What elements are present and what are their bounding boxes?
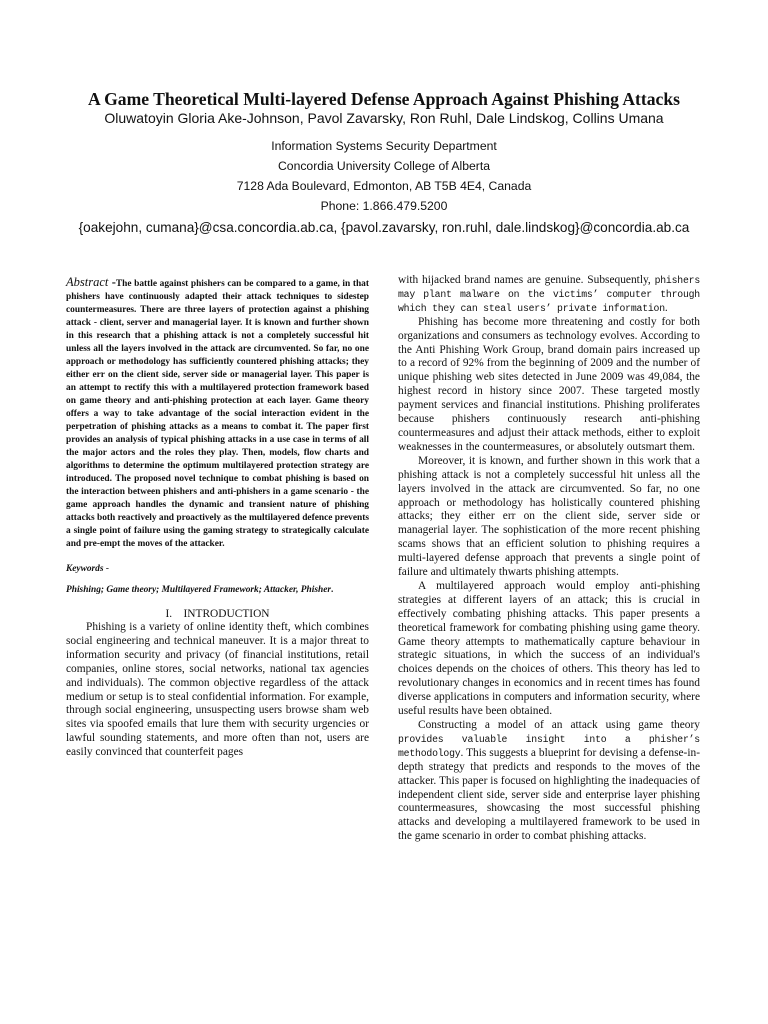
- intro-p1-cont-typewriter: phishers may plant malware on the victims’ computer through which they can steal users’ private information: [398, 275, 700, 314]
- intro-paragraph-5: [398, 719, 700, 844]
- keywords-heading: Keywords -: [66, 564, 109, 574]
- right-column: [398, 274, 700, 844]
- affiliation-department: Information Systems Security Department: [271, 139, 497, 153]
- section-heading-introduction: I. INTRODUCTION: [165, 608, 270, 620]
- intro-p1-cont-period: .: [664, 301, 668, 314]
- affiliation-address: 7128 Ada Boulevard, Edmonton, AB T5B 4E4, Canada: [236, 179, 532, 193]
- intro-p1-cont-text: with hijacked brand names are genuine. Subsequently,: [398, 274, 655, 286]
- abstract-dash: -: [108, 275, 116, 289]
- intro-p5-text-c: . This suggests a blueprint for devising a defense-in-depth strategy that predicts and responds to the moves of the attacker. This paper is focused on highlighting the inadequacies of independent client side, server side and enterprise layer phishing countermeasures, showcasing the most successful phishing attacks and developing a multilayered framework to be used in the game scenario in order to combat phishing attacks.: [398, 746, 700, 843]
- abstract: [66, 276, 369, 551]
- intro-p5-typewriter: provides valuable insight into a phisher’s methodology: [398, 733, 700, 759]
- affiliation-institution: Concordia University College of Alberta: [277, 159, 491, 173]
- intro-paragraph-4: A multilayered approach would employ anti-phishing strategies at different layers of an attack; this is crucial in effectively combating phishing attacks. This paper presents a theoretical framework for combating phishing using game theory. Game theory attempts to mathematically capture behaviour in strategic situations, in which the success of an individual's choices depends on the choices of others. This theory has led to revolutionary changes in economics and in recent times has found diverse applications in computers and information security, where useful results have been obtained.: [398, 579, 700, 718]
- intro-paragraph-1-continued: [398, 274, 700, 316]
- intro-paragraph-3: Moreover, it is known, and further shown in this work that a phishing attack is not a completely successful hit unless all the layers involved in the attack are circumvented. So far, no one approach or methodology has holistically countered phishing attacks; they either err on the client side, server side or managerial layer. The sophistication of the more recent phishing scams shows that an efficient solution to phishing requires a multi-layered defense approach that prevents a single point of failure and ultimately thwarts phishing attempts.: [398, 454, 700, 579]
- keywords: [66, 584, 369, 597]
- affiliation-phone: Phone: 1.866.479.5200: [320, 199, 448, 213]
- abstract-label: Abstract: [66, 275, 109, 289]
- abstract-text: The battle against phishers can be compared to a game, in that phishers have continuously adapted their attack techniques to sidestep countermeasures. There are three layers of protection against a phishing attack - client, server and managerial layer. It is known and further shown in this research that a phishing attack is not a completely successful hit unless all the layers involved in the attack are circumvented. So far, no one approach or methodology has sufficiently countered phishing attacks; they either err on the client side, server side or managerial layer. This paper is an attempt to rectify this with a multilayered protection framework based on game theory and anti-phishing protection at each layer. Game theory offers a way to take advantage of the social interaction evident in the perpetration of phishing attacks as a means to combat it. The paper first provides an analysis of typical phishing attacks in a use case in terms of all the major actors and the roles they play. Then, models, flow charts and algorithms to determine the optimum multilayered protection strategy are introduced. The proposed novel technique to combat phishing is based on the interaction between phishers and anti-phishers in a game scenario - the game approach handles the dynamic and transient nature of phishing attacks both reactively and proactively as the multilayered defence prevents a single point of failure using the gaming strategy to strategically calculate and pre-empt the moves of the attacker.: [66, 279, 369, 549]
- intro-paragraph-2: Phishing has become more threatening and costly for both organizations and consumers as technology evolves. According to the Anti Phishing Work Group, brand domain pairs increased up to a record of 92% from the beginning of 2009 and the number of unique phishing web sites detected in June 2009 was 49,084, the highest record in history since 2007. These targeted mostly payment services and financial institutions. Phishing proliferates because phishers continuously research anti-phishing countermeasures and adjust their attack methods, either to exploit weaknesses in the countermeasures, or absolutely outsmart them.: [398, 315, 700, 453]
- paper-title: A Game Theoretical Multi-layered Defense Approach Against Phishing Attacks: [87, 89, 680, 109]
- intro-p5-text-a: Constructing a model of an attack using game theory: [418, 719, 700, 731]
- author-emails: {oakejohn, cumana}@csa.concordia.ab.ca, {pavol.zavarsky, ron.ruhl, dale.lindskog}@concordia.ab.ca: [78, 220, 690, 235]
- author-list: Oluwatoyin Gloria Ake-Johnson, Pavol Zavarsky, Ron Ruhl, Dale Lindskog, Collins Umana: [104, 110, 664, 126]
- keywords-terms: Phishing; Game theory; Multilayered Framework; Attacker, Phisher: [66, 585, 332, 595]
- keywords-period: .: [331, 585, 334, 595]
- left-column: [66, 276, 369, 760]
- intro-paragraph-1: Phishing is a variety of online identity theft, which combines social engineering and technical maneuver. It is a major threat to information security and privacy (of financial institutions, retail companies, online stores, social networks, national tax agencies and individuals). The common objective regardless of the attack medium or setup is to steal confidential information. For example, through social engineering, unsuspecting users browse sham web sites via spoofed emails that lure them with security urgencies or lawful sounding statements, and more often than not, users are easily convinced that counterfeit pages: [66, 621, 369, 759]
